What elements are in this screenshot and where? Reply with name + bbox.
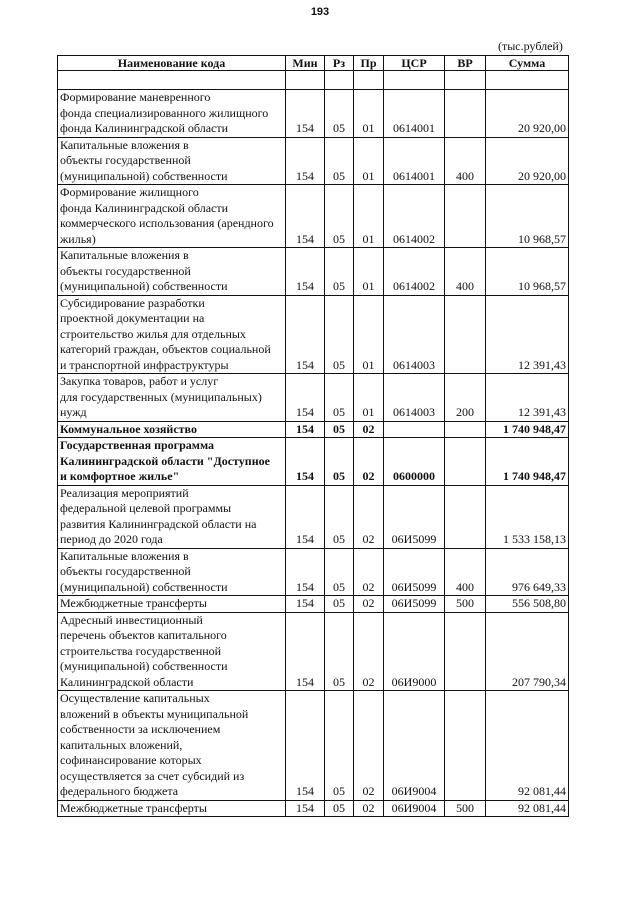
cell-rz: 05 <box>325 691 354 801</box>
table-row <box>58 137 569 185</box>
table-row <box>58 185 569 248</box>
header-csr: ЦСР <box>384 56 445 71</box>
cell-pr: 02 <box>354 485 384 548</box>
cell-min: 154 <box>286 185 325 248</box>
cell-csr: 0614003 <box>384 295 445 374</box>
cell-name: Субсидирование разработки проектной документации на строительство жилья для отдельных категорий граждан, объектов социальной и транспортной инфраструктуры <box>58 295 286 374</box>
cell-sum: 12 391,43 <box>486 374 569 422</box>
cell-sum: 1 533 158,13 <box>486 485 569 548</box>
table-row <box>58 374 569 422</box>
cell-csr: 06И9004 <box>384 800 445 817</box>
cell-name: Капитальные вложения в объекты государственной (муниципальной) собственности <box>58 248 286 296</box>
cell-name: Коммунальное хозяйство <box>58 421 286 438</box>
cell-sum: 976 649,33 <box>486 548 569 596</box>
cell-min: 154 <box>286 248 325 296</box>
cell-min: 154 <box>286 612 325 691</box>
cell-min: 154 <box>286 485 325 548</box>
cell-csr: 0614003 <box>384 374 445 422</box>
cell-vr <box>445 421 486 438</box>
table-row <box>58 248 569 296</box>
header-rz: Рз <box>325 56 354 71</box>
cell-rz: 05 <box>325 612 354 691</box>
cell-sum: 92 081,44 <box>486 691 569 801</box>
cell-csr: 0614002 <box>384 248 445 296</box>
cell-sum: 10 968,57 <box>486 248 569 296</box>
table-row <box>58 438 569 486</box>
cell-rz: 05 <box>325 185 354 248</box>
cell-csr: 0614002 <box>384 185 445 248</box>
cell-sum: 1 740 948,47 <box>486 438 569 486</box>
cell-pr: 01 <box>354 374 384 422</box>
cell-vr <box>445 691 486 801</box>
table-row <box>58 90 569 138</box>
cell-vr: 400 <box>445 548 486 596</box>
cell-pr: 02 <box>354 548 384 596</box>
cell-pr: 02 <box>354 612 384 691</box>
cell-name: Осуществление капитальных вложений в объекты муниципальной собственности за исключением капитальных вложений, софинансирование которых осуществляется за счет субсидий из федерального бюджета <box>58 691 286 801</box>
cell-vr <box>445 438 486 486</box>
header-vr: ВР <box>445 56 486 71</box>
cell-rz: 05 <box>325 374 354 422</box>
cell-rz: 05 <box>325 421 354 438</box>
cell-pr: 01 <box>354 295 384 374</box>
cell-vr: 400 <box>445 248 486 296</box>
cell-name: Адресный инвестиционный перечень объектов капитального строительства государственной (муниципальной) собственности Калининградской области <box>58 612 286 691</box>
cell-csr: 0614001 <box>384 90 445 138</box>
header-pr: Пр <box>354 56 384 71</box>
cell-min: 154 <box>286 421 325 438</box>
cell-name: Формирование жилищного фонда Калининградской области коммерческого использования (арендного жилья) <box>58 185 286 248</box>
cell-name: Капитальные вложения в объекты государственной (муниципальной) собственности <box>58 548 286 596</box>
cell-csr <box>384 421 445 438</box>
cell-csr: 06И5099 <box>384 485 445 548</box>
cell-name: Закупка товаров, работ и услуг для государственных (муниципальных) нужд <box>58 374 286 422</box>
cell-vr: 400 <box>445 137 486 185</box>
cell-rz: 05 <box>325 800 354 817</box>
table-header-row <box>58 56 569 71</box>
cell-vr <box>445 90 486 138</box>
cell-sum: 92 081,44 <box>486 800 569 817</box>
cell-vr: 500 <box>445 596 486 613</box>
cell-min: 154 <box>286 548 325 596</box>
table-row <box>58 295 569 374</box>
cell-rz: 05 <box>325 248 354 296</box>
header-sum: Сумма <box>486 56 569 71</box>
table-row <box>58 485 569 548</box>
cell-csr: 06И9004 <box>384 691 445 801</box>
table-row <box>58 596 569 613</box>
cell-rz: 05 <box>325 438 354 486</box>
cell-csr: 06И9000 <box>384 612 445 691</box>
cell-min: 154 <box>286 137 325 185</box>
cell-rz: 05 <box>325 548 354 596</box>
cell-rz: 05 <box>325 485 354 548</box>
table-body <box>58 71 569 817</box>
cell-min: 154 <box>286 374 325 422</box>
cell-vr <box>445 485 486 548</box>
cell-name: Реализация мероприятий федеральной целевой программы развития Калининградской области на период до 2020 года <box>58 485 286 548</box>
units-label: (тыс.рублей) <box>498 39 563 53</box>
cell-vr <box>445 612 486 691</box>
cell-pr: 02 <box>354 800 384 817</box>
cell-vr <box>445 295 486 374</box>
cell-pr: 01 <box>354 185 384 248</box>
table-row <box>58 612 569 691</box>
cell-min: 154 <box>286 800 325 817</box>
cell-sum: 556 508,80 <box>486 596 569 613</box>
cell-pr: 01 <box>354 248 384 296</box>
cell-name: Государственная программа Калининградской области "Доступное и комфортное жилье" <box>58 438 286 486</box>
cell-sum: 20 920,00 <box>486 137 569 185</box>
cell-name: Капитальные вложения в объекты государственной (муниципальной) собственности <box>58 137 286 185</box>
cell-name: Межбюджетные трансферты <box>58 596 286 613</box>
budget-table <box>57 55 569 817</box>
cell-min: 154 <box>286 691 325 801</box>
table-spacer-row <box>58 71 569 90</box>
cell-vr <box>445 185 486 248</box>
cell-vr: 200 <box>445 374 486 422</box>
header-min: Мин <box>286 56 325 71</box>
page-number: 193 <box>310 6 330 18</box>
header-name: Наименование кода <box>58 56 286 71</box>
cell-rz: 05 <box>325 137 354 185</box>
cell-pr: 01 <box>354 90 384 138</box>
cell-pr: 02 <box>354 691 384 801</box>
cell-pr: 01 <box>354 137 384 185</box>
cell-min: 154 <box>286 596 325 613</box>
cell-sum: 20 920,00 <box>486 90 569 138</box>
cell-csr: 06И5099 <box>384 596 445 613</box>
cell-rz: 05 <box>325 295 354 374</box>
cell-pr: 02 <box>354 421 384 438</box>
table-row <box>58 421 569 438</box>
table-row <box>58 691 569 801</box>
cell-rz: 05 <box>325 90 354 138</box>
cell-name: Межбюджетные трансферты <box>58 800 286 817</box>
cell-name: Формирование маневренного фонда специализированного жилищного фонда Калининградской области <box>58 90 286 138</box>
cell-rz: 05 <box>325 596 354 613</box>
cell-csr: 0614001 <box>384 137 445 185</box>
cell-sum: 1 740 948,47 <box>486 421 569 438</box>
cell-csr: 0600000 <box>384 438 445 486</box>
cell-min: 154 <box>286 90 325 138</box>
cell-pr: 02 <box>354 438 384 486</box>
cell-min: 154 <box>286 295 325 374</box>
cell-vr: 500 <box>445 800 486 817</box>
cell-sum: 12 391,43 <box>486 295 569 374</box>
cell-sum: 207 790,34 <box>486 612 569 691</box>
table-row <box>58 548 569 596</box>
cell-csr: 06И5099 <box>384 548 445 596</box>
cell-sum: 10 968,57 <box>486 185 569 248</box>
table-row <box>58 800 569 817</box>
cell-min: 154 <box>286 438 325 486</box>
cell-pr: 02 <box>354 596 384 613</box>
